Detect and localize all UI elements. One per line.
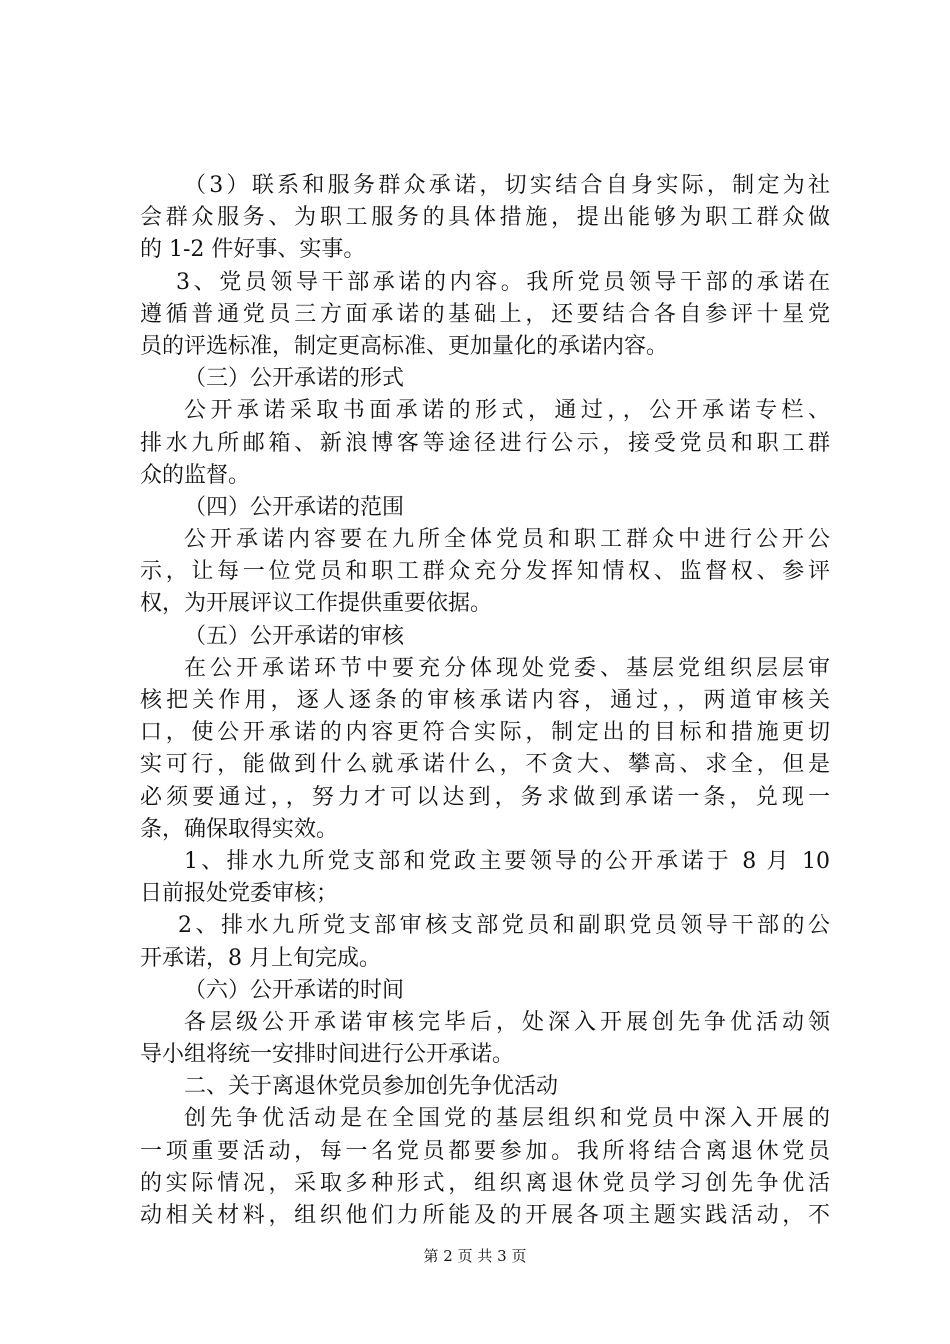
paragraph-line: 员的评选标准，制定更高标准、更加量化的承诺内容。: [140, 333, 669, 359]
paragraph-line: 公开承诺内容要在九所全体党员和职工群众中进行公开公: [184, 527, 830, 553]
paragraph-line: （三）公开承诺的形式: [184, 366, 405, 392]
paragraph-line: 各层级公开承诺审核完毕后，处深入开展创先争优活动领: [184, 1009, 830, 1035]
paragraph-line: 必须要通过，，努力才可以达到，务求做到承诺一条，兑现一: [140, 784, 830, 810]
paragraph-line: 2、排水九所党支部审核支部党员和副职党员领导干部的公: [178, 913, 830, 939]
paragraph-line: 的实际情况，采取多种形式，组织离退休党员学习创先争优活: [140, 1170, 830, 1196]
paragraph-line: 动相关材料，组织他们力所能及的开展各项主题实践活动，不: [140, 1203, 830, 1228]
page-number-footer: 第 2 页 共 3 页: [423, 1247, 527, 1265]
paragraph-line: 二、关于离退休党员参加创先争优活动: [184, 1074, 559, 1100]
paragraph-line: 创先争优活动是在全国党的基层组织和党员中深入开展的: [184, 1106, 830, 1132]
paragraph-line: 的 1-2 件好事、实事。: [140, 237, 366, 263]
paragraph-line: 条，确保取得实效。: [140, 816, 339, 842]
paragraph-line: （3）联系和服务群众承诺，切实结合自身实际，制定为社: [184, 173, 830, 198]
paragraph-line: 会群众服务、为职工服务的具体措施，提出能够为职工群众做: [140, 205, 830, 231]
paragraph-line: （五）公开承诺的审核: [184, 623, 405, 649]
paragraph-line: 排水九所邮箱、新浪博客等途径进行公示，接受党员和职工群: [140, 430, 830, 456]
paragraph-line: 口，使公开承诺的内容更符合实际，制定出的目标和措施更切: [140, 720, 830, 746]
paragraph-line: （六）公开承诺的时间: [184, 977, 405, 1003]
paragraph-line: 示，让每一位党员和职工群众充分发挥知情权、监督权、参评: [140, 559, 830, 585]
paragraph-line: 1、排水九所党支部和党政主要领导的公开承诺于 8 月 10: [184, 848, 830, 874]
paragraph-line: 日前报处党委审核；: [140, 881, 339, 907]
paragraph-line: 一项重要活动，每一名党员都要参加。我所将结合离退休党员: [140, 1138, 830, 1164]
paragraph-line: 在公开承诺环节中要充分体现处党委、基层党组织层层审: [184, 655, 830, 681]
document-body: [140, 170, 830, 1232]
paragraph-line: 公开承诺采取书面承诺的形式，通过，，公开承诺专栏、: [184, 398, 830, 424]
paragraph-line: 3、党员领导干部承诺的内容。我所党员领导干部的承诺在: [176, 269, 830, 295]
paragraph-line: 开承诺，8 月上旬完成。: [140, 945, 381, 971]
paragraph-line: 遵循普通党员三方面承诺的基础上，还要结合各自参评十星党: [140, 301, 830, 327]
paragraph-line: （四）公开承诺的范围: [184, 494, 405, 520]
paragraph-line: 导小组将统一安排时间进行公开承诺。: [140, 1042, 515, 1068]
paragraph-line: 权，为开展评议工作提供重要依据。: [140, 591, 493, 617]
paragraph-line: 核把关作用，逐人逐条的审核承诺内容，通过，，两道审核关: [140, 688, 830, 713]
paragraph-line: 实可行，能做到什么就承诺什么，不贪大、攀高、求全，但是: [140, 752, 830, 778]
paragraph-line: 众的监督。: [140, 462, 251, 488]
